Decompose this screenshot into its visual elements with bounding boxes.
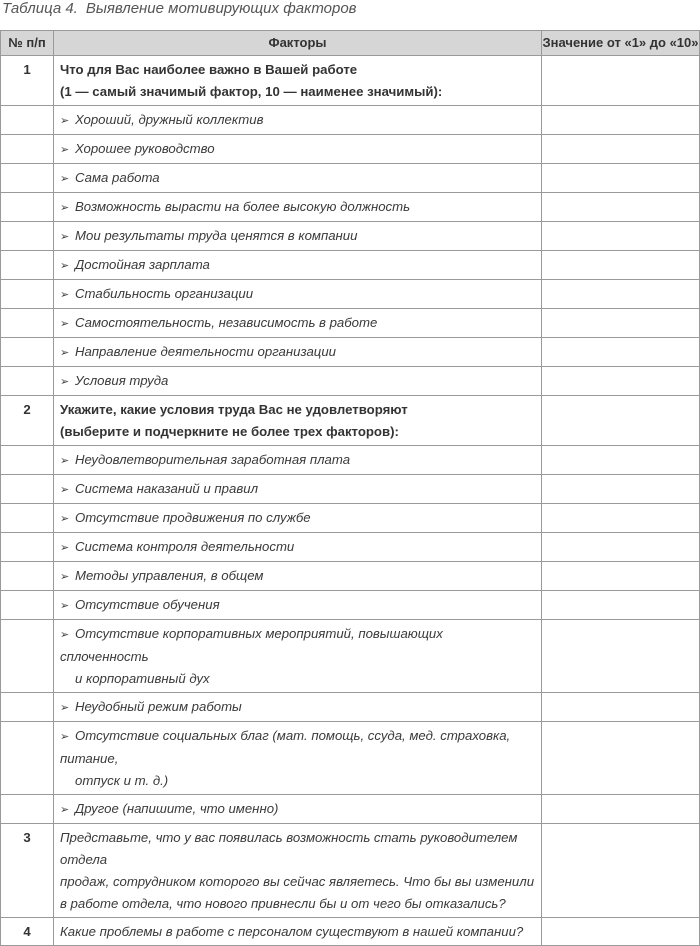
bullet-arrow-icon: ➢ (60, 173, 70, 185)
cell-text: Направление деятельности организации (75, 344, 337, 359)
bullet-arrow-icon: ➢ (60, 202, 70, 214)
row-number-empty (1, 251, 54, 280)
cell-text: Самостоятельность, независимость в работе (75, 315, 378, 330)
cell-text: Методы управления, в общем (75, 568, 264, 583)
question-cell (54, 56, 542, 106)
row-number-empty (1, 591, 54, 620)
factor-cell (54, 280, 542, 309)
factor-row (1, 106, 700, 135)
value-cell[interactable] (542, 367, 700, 396)
factor-row (1, 591, 700, 620)
cell-text-line: Укажите, какие условия труда Вас не удовлетворяют (60, 402, 408, 417)
bullet-line (60, 478, 535, 501)
bullet-line (60, 725, 535, 770)
value-cell[interactable] (542, 504, 700, 533)
row-number-empty (1, 280, 54, 309)
row-number-empty (1, 795, 54, 824)
cell-text: Хороший, дружный коллектив (75, 112, 264, 127)
bullet-line (60, 798, 535, 821)
section-question-row (1, 56, 700, 106)
bullet-arrow-icon: ➢ (60, 702, 70, 714)
row-number: 2 (1, 396, 54, 446)
bullet-line (60, 196, 535, 219)
caption-label: Таблица 4. (2, 0, 78, 17)
value-cell[interactable] (542, 475, 700, 504)
bullet-line (60, 696, 535, 719)
value-cell[interactable] (542, 338, 700, 367)
factor-cell (54, 367, 542, 396)
bullet-line (60, 594, 535, 617)
value-cell[interactable] (542, 722, 700, 795)
cell-text: Отсутствие корпоративных мероприятий, повышающих сплоченность (60, 626, 443, 664)
cell-text: Достойная зарплата (75, 257, 210, 272)
bullet-arrow-icon: ➢ (60, 455, 70, 467)
cell-text-line: продаж, сотрудником которого вы сейчас являетесь. Что бы вы изменили (60, 874, 535, 889)
cell-text: Возможность вырасти на более высокую должность (75, 199, 411, 214)
factor-row (1, 722, 700, 795)
row-number-empty (1, 338, 54, 367)
factor-row (1, 620, 700, 693)
value-cell[interactable] (542, 533, 700, 562)
value-cell[interactable] (542, 591, 700, 620)
factor-cell (54, 533, 542, 562)
value-cell[interactable] (542, 795, 700, 824)
open-question-cell (54, 824, 542, 918)
row-number-empty (1, 562, 54, 591)
value-cell[interactable] (542, 446, 700, 475)
row-number-empty (1, 693, 54, 722)
row-number: 3 (1, 824, 54, 918)
bullet-line (60, 138, 535, 161)
value-cell[interactable] (542, 309, 700, 338)
factor-row (1, 135, 700, 164)
factor-row (1, 562, 700, 591)
header-num: № п/п (1, 31, 54, 56)
factor-row (1, 222, 700, 251)
bullet-arrow-icon: ➢ (60, 804, 70, 816)
bullet-line (60, 536, 535, 559)
row-number-empty (1, 135, 54, 164)
bullet-line (60, 507, 535, 530)
value-cell[interactable] (542, 280, 700, 309)
cell-text: Неудовлетворительная заработная плата (75, 452, 351, 467)
bullet-arrow-icon: ➢ (60, 347, 70, 359)
factor-cell (54, 504, 542, 533)
value-cell[interactable] (542, 562, 700, 591)
cell-text-line: (выберите и подчеркните не более трех факторов): (60, 424, 399, 439)
cell-text-line: Что для Вас наиболее важно в Вашей работе (60, 62, 358, 77)
section-question-row (1, 396, 700, 446)
cell-text: Отсутствие обучения (75, 597, 220, 612)
factor-cell (54, 251, 542, 280)
cell-text: Другое (напишите, что именно) (75, 801, 279, 816)
row-number-empty (1, 722, 54, 795)
value-cell[interactable] (542, 193, 700, 222)
row-number-empty (1, 106, 54, 135)
factor-row (1, 693, 700, 722)
bullet-arrow-icon: ➢ (60, 731, 70, 743)
cell-text: Хорошее руководство (75, 141, 215, 156)
bullet-arrow-icon: ➢ (60, 542, 70, 554)
value-cell[interactable] (542, 396, 700, 446)
cell-text-line: отпуск и т. д.) (75, 773, 169, 788)
factor-row (1, 504, 700, 533)
cell-text-line: Представьте, что у вас появилась возможность стать руководителем отдела (60, 830, 518, 867)
row-number-empty (1, 193, 54, 222)
caption-title: Выявление мотивирующих факторов (85, 0, 357, 17)
value-cell[interactable] (542, 824, 700, 918)
value-cell[interactable] (542, 918, 700, 946)
bullet-line (60, 109, 535, 132)
row-number: 4 (1, 918, 54, 946)
bullet-arrow-icon: ➢ (60, 231, 70, 243)
factor-row (1, 475, 700, 504)
factor-cell (54, 795, 542, 824)
row-number-empty (1, 222, 54, 251)
factor-row (1, 338, 700, 367)
cell-text-line: Какие проблемы в работе с персоналом существуют в нашей компании? (60, 924, 524, 939)
row-number-empty (1, 446, 54, 475)
bullet-arrow-icon: ➢ (60, 260, 70, 272)
factor-row (1, 164, 700, 193)
bullet-arrow-icon: ➢ (60, 629, 70, 641)
cell-text-line: в работе отдела, что нового привнесли бы и от чего бы отказались? (60, 896, 506, 911)
bullet-arrow-icon: ➢ (60, 600, 70, 612)
cell-text: Отсутствие продвижения по службе (75, 510, 311, 525)
factor-cell (54, 222, 542, 251)
factor-cell (54, 338, 542, 367)
bullet-arrow-icon: ➢ (60, 571, 70, 583)
row-number: 1 (1, 56, 54, 106)
cell-text-line: (1 — самый значимый фактор, 10 — наименее значимый): (60, 84, 443, 99)
value-cell[interactable] (542, 164, 700, 193)
row-number-empty (1, 533, 54, 562)
cell-text-line: и корпоративный дух (75, 671, 210, 686)
bullet-arrow-icon: ➢ (60, 289, 70, 301)
header-factors: Факторы (54, 31, 542, 56)
cell-text: Система наказаний и правил (75, 481, 259, 496)
cell-text: Система контроля деятельности (75, 539, 295, 554)
row-number-empty (1, 475, 54, 504)
factor-cell (54, 562, 542, 591)
factor-cell (54, 722, 542, 795)
factor-cell (54, 693, 542, 722)
factor-cell (54, 106, 542, 135)
factor-row (1, 446, 700, 475)
value-cell[interactable] (542, 222, 700, 251)
factor-cell (54, 591, 542, 620)
header-row (1, 31, 700, 56)
row-number-empty (1, 164, 54, 193)
bullet-line (60, 283, 535, 306)
open-question-row (1, 824, 700, 918)
table-caption (2, 0, 357, 17)
value-cell[interactable] (542, 693, 700, 722)
factor-cell (54, 193, 542, 222)
factor-row (1, 533, 700, 562)
open-question-row (1, 918, 700, 946)
factor-cell (54, 475, 542, 504)
bullet-arrow-icon: ➢ (60, 513, 70, 525)
factor-cell (54, 309, 542, 338)
cell-text: Неудобный режим работы (75, 699, 242, 714)
bullet-line (60, 449, 535, 472)
factor-row (1, 193, 700, 222)
motivation-table (0, 30, 700, 946)
factor-cell (54, 135, 542, 164)
value-cell[interactable] (542, 56, 700, 106)
header-value: Значение от «1» до «10» (542, 31, 700, 56)
bullet-line (60, 312, 535, 335)
bullet-arrow-icon: ➢ (60, 376, 70, 388)
table-body (1, 56, 700, 946)
factor-row (1, 795, 700, 824)
cell-text: Условия труда (75, 373, 169, 388)
value-cell[interactable] (542, 620, 700, 693)
factor-row (1, 251, 700, 280)
factor-cell (54, 164, 542, 193)
factor-cell (54, 446, 542, 475)
bullet-line (60, 167, 535, 190)
value-cell[interactable] (542, 251, 700, 280)
bullet-line (60, 341, 535, 364)
open-question-cell (54, 918, 542, 946)
value-cell[interactable] (542, 106, 700, 135)
bullet-arrow-icon: ➢ (60, 318, 70, 330)
bullet-line (60, 254, 535, 277)
row-number-empty (1, 367, 54, 396)
bullet-line (60, 623, 535, 668)
cell-text: Стабильность организации (75, 286, 254, 301)
bullet-arrow-icon: ➢ (60, 115, 70, 127)
bullet-arrow-icon: ➢ (60, 144, 70, 156)
factor-row (1, 367, 700, 396)
row-number-empty (1, 504, 54, 533)
cell-text: Мои результаты труда ценятся в компании (75, 228, 358, 243)
bullet-arrow-icon: ➢ (60, 484, 70, 496)
value-cell[interactable] (542, 135, 700, 164)
factor-row (1, 309, 700, 338)
row-number-empty (1, 620, 54, 693)
bullet-line (60, 370, 535, 393)
cell-text: Сама работа (75, 170, 160, 185)
question-cell (54, 396, 542, 446)
row-number-empty (1, 309, 54, 338)
bullet-line (60, 225, 535, 248)
factor-row (1, 280, 700, 309)
factor-cell (54, 620, 542, 693)
cell-text: Отсутствие социальных благ (мат. помощь, ссуда, мед. страховка, питание, (60, 728, 511, 766)
bullet-line (60, 565, 535, 588)
